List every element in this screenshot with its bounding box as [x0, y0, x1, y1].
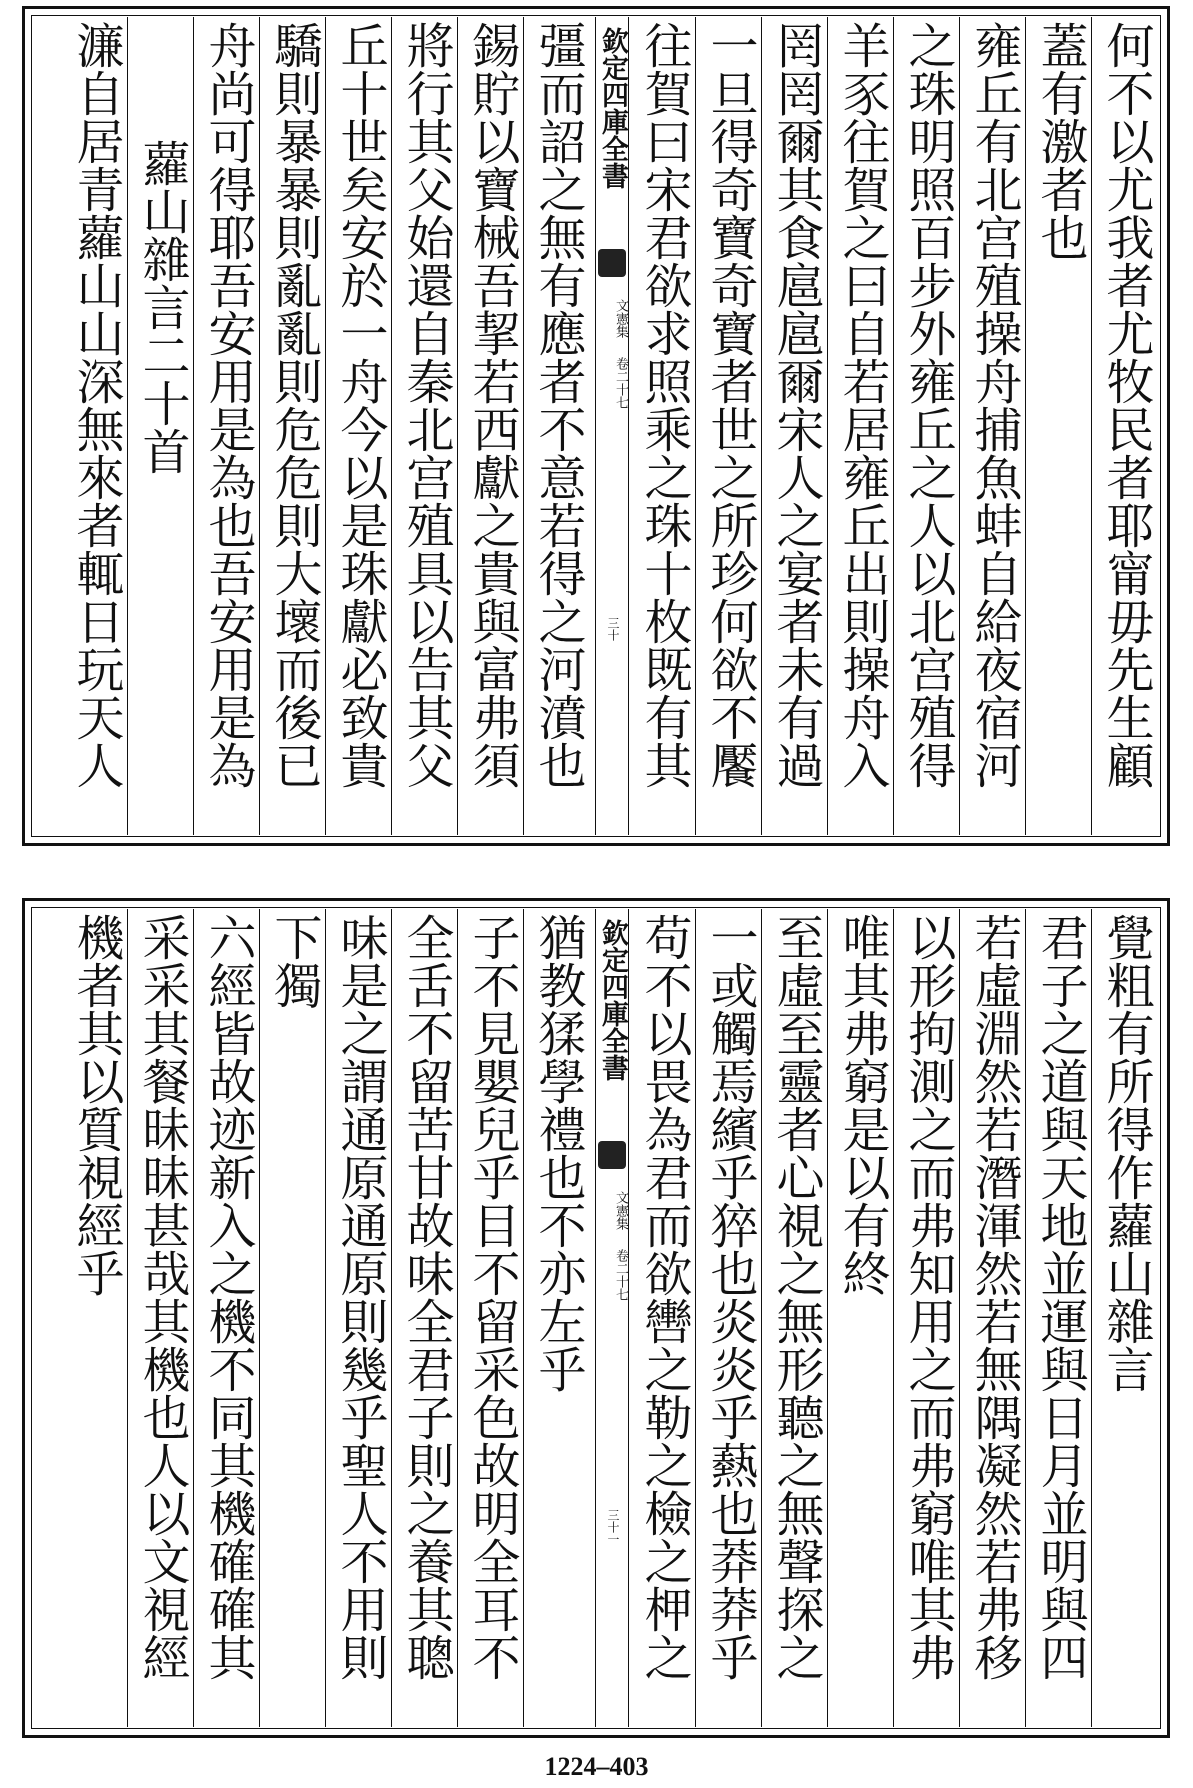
column-rule [827, 909, 828, 1727]
text-column: 一或觸焉繽乎猝也炎炎乎爇也莽莽乎 [702, 913, 758, 1681]
section-heading: 蘿山雜言二十首 [134, 139, 190, 475]
column-rule [127, 909, 128, 1727]
text-column: 雍丘有北宫殖操舟捕魚蚌自給夜宿河 [966, 21, 1022, 789]
page-number: 三十 [606, 617, 620, 641]
text-column: 味是之謂通原通原則幾乎聖人不用則 [332, 913, 388, 1681]
column-rule [695, 909, 696, 1727]
column-rule [893, 17, 894, 835]
column-rule [893, 909, 894, 1727]
text-column: 之珠明照百步外雍丘之人以北宫殖得 [900, 21, 956, 789]
text-column: 下獨 [266, 913, 322, 1009]
text-column: 猶教猱學禮也不亦左乎 [530, 913, 586, 1393]
text-column: 一旦得奇寶奇寶者世之所珍何欲不饜 [702, 21, 758, 789]
column-rule [959, 909, 960, 1727]
bottom-page [22, 898, 1170, 1738]
column-rule [259, 909, 260, 1727]
text-column: 何不以尤我者尤牧民者耶甯毋先生顧 [1098, 21, 1154, 789]
text-column: 六經皆故迹新入之機不同其機確確其 [200, 913, 256, 1681]
text-column: 丘十世矣安於一舟今以是珠獻必致貴 [332, 21, 388, 789]
fishtail-mark-icon [598, 1141, 626, 1169]
center-fold [595, 909, 629, 1727]
text-column: 至虛至靈者心視之無形聽之無聲探之 [768, 913, 824, 1681]
column-rule [1025, 17, 1026, 835]
text-column: 將行其父始還自秦北宫殖具以告其父 [398, 21, 454, 789]
text-column: 全舌不留苦甘故味全君子則之養其聰 [398, 913, 454, 1681]
text-column: 子不見嬰兒乎目不留采色故明全耳不 [464, 913, 520, 1681]
column-rule [391, 909, 392, 1727]
column-rule [325, 909, 326, 1727]
volume-label: 卷二十七 [613, 1249, 628, 1301]
column-rule [1091, 17, 1092, 835]
text-column: 羊豕往賀之曰自若居雍丘出則操舟入 [834, 21, 890, 789]
text-column: 以形拘測之而弗知用之而弗窮唯其弗 [900, 913, 956, 1681]
text-column: 彊而詔之無有應者不意若得之河濆也 [530, 21, 586, 789]
text-column: 往賀曰宋君欲求照乘之珠十枚既有其 [636, 21, 692, 789]
page-code: 1224–403 [544, 1752, 649, 1781]
text-column: 舟尚可得耶吾安用是為也吾安用是為 [200, 21, 256, 789]
text-column: 采采其餐昧昧甚哉其機也人以文視經 [134, 913, 190, 1681]
column-rule [761, 909, 762, 1727]
text-column: 若虛淵然若潛渾然若無隅凝然若弗移 [966, 913, 1022, 1681]
collection-title: 欽定四庫全書 [597, 27, 628, 189]
text-column: 罔罔爾其食扈扈爾宋人之宴者未有過 [768, 21, 824, 789]
column-rule [457, 17, 458, 835]
center-fold [595, 17, 629, 835]
top-page [22, 6, 1170, 846]
book-title: 文憲集 [613, 1191, 628, 1230]
column-rule [761, 17, 762, 835]
column-rule [391, 17, 392, 835]
column-rule [695, 17, 696, 835]
column-rule [827, 17, 828, 835]
column-rule [457, 909, 458, 1727]
page-number: 三十一 [606, 1509, 620, 1545]
column-rule [1091, 909, 1092, 1727]
column-rule [523, 17, 524, 835]
text-column: 苟不以畏為君而欲轡之勒之檢之柙之 [636, 913, 692, 1681]
column-rule [959, 17, 960, 835]
collection-title: 欽定四庫全書 [597, 919, 628, 1081]
volume-label: 卷二十七 [613, 357, 628, 409]
column-rule [193, 909, 194, 1727]
column-rule [193, 17, 194, 835]
column-rule [127, 17, 128, 835]
text-column: 濂自居青蘿山山深無來者輒日玩天人 [68, 21, 124, 789]
column-rule [1025, 909, 1026, 1727]
column-rule [523, 909, 524, 1727]
column-rule [325, 17, 326, 835]
fishtail-mark-icon [598, 249, 626, 277]
text-column: 唯其弗窮是以有終 [834, 913, 890, 1297]
column-rule [259, 17, 260, 835]
text-column: 覺粗有所得作蘿山雜言 [1098, 913, 1154, 1393]
text-column: 錫貯以寶械吾挈若西獻之貴與富弗須 [464, 21, 520, 789]
text-column: 蓋有激者也 [1032, 21, 1088, 261]
text-column: 君子之道與天地並運與日月並明與四 [1032, 913, 1088, 1681]
text-column: 機者其以質視經乎 [68, 913, 124, 1297]
text-column: 驕則暴暴則亂亂則危危則大壞而後已 [266, 21, 322, 789]
book-title: 文憲集 [613, 299, 628, 338]
